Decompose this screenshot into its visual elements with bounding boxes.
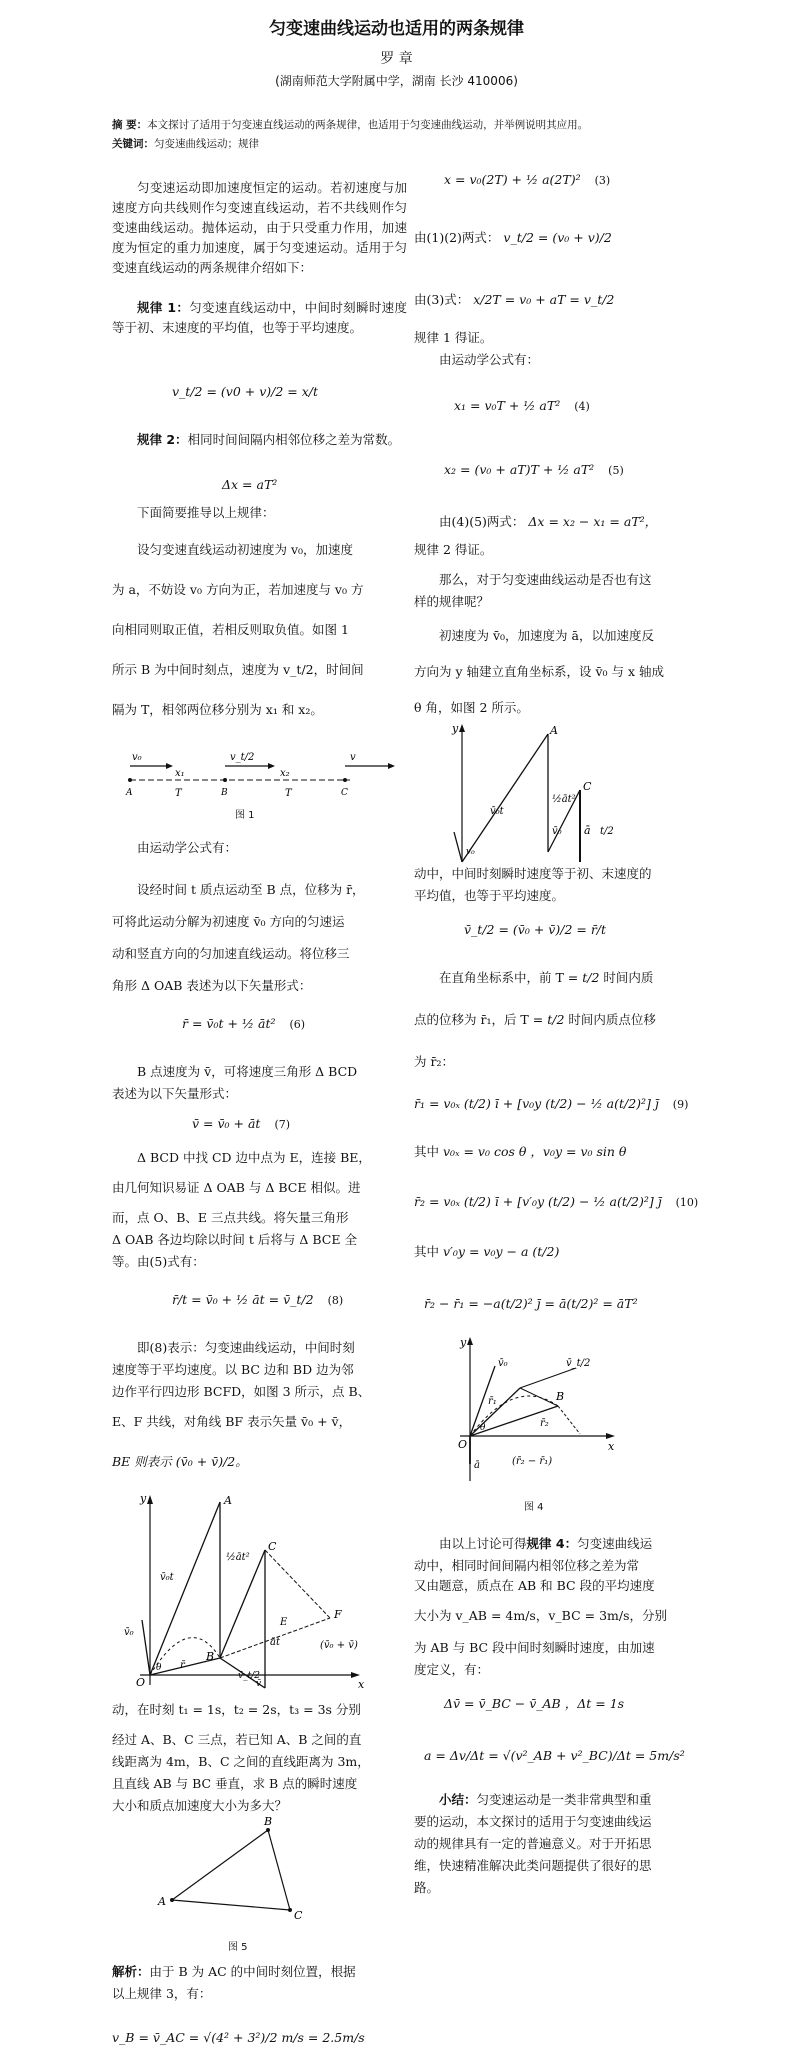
fig3-label-C: C (268, 1540, 277, 1553)
fig2-label-a: ā (584, 824, 591, 837)
fig1-label-vt2: v_t/2 (230, 752, 255, 763)
rule4-line-5: 为 AB 与 BC 段中间时刻瞬时速度，由加速 (414, 1640, 655, 1655)
eq8-line-4: E、F 共线，对角线 BF 表示矢量 v̄₀ + v̄， (112, 1414, 352, 1429)
example-line-2: 经过 A、B、C 三点，若已知 A、B 之间的直 (112, 1732, 362, 1747)
derive-intro: 下面简要推导以上规律： (137, 505, 275, 520)
fig5-label-A: A (158, 1895, 166, 1908)
fig1-label-A: A (126, 788, 133, 798)
example-line-5: 大小和质点加速度大小为多大？ (112, 1798, 288, 1813)
eq3b-formula: x/2T = v₀ + aT = v_t/2 (473, 292, 615, 307)
fig1-label-T2: T (285, 788, 292, 799)
fig1-label-x2: x₂ (280, 768, 290, 779)
fig2-label-v0-small: v₀ (466, 847, 475, 857)
summary-line-4: 维，快速精准解决此类问题提供了很好的思 (414, 1858, 652, 1873)
fig4-label-B: B (556, 1390, 565, 1403)
example-line-1: 动，在时刻 t₁ = 1s，t₂ = 2s，t₃ = 3s 分别 (112, 1702, 361, 1717)
figure-4-caption: 图 4 (524, 1502, 544, 1513)
intro-paragraph: 匀变速运动即加速度恒定的运动。若初速度与加速度方向共线则作匀变速直线运动，若不共线则作匀变速曲线运动。抛体运动，由于只受重力作用，加速度为恒定的重力加速度，属于匀变速运动。适用于匀变速直线运动的两条规律介绍如下： (112, 180, 407, 275)
eq12-line (414, 228, 714, 248)
equation-mid: v̄_t/2 = (v̄₀ + v̄)/2 = r̄/t (464, 922, 607, 937)
fig3-label-A: A (224, 1494, 232, 1507)
be-fraction: (v̄₀ + v̄)/2。 (175, 1454, 248, 1469)
equation-4-number: (4) (574, 400, 590, 413)
figure-2-diagram (440, 722, 660, 864)
be-text: BE 则表示 (112, 1454, 172, 1469)
keywords-text: 匀变速曲线运动；规律 (154, 138, 259, 150)
abstract-label: 摘 要： (112, 119, 148, 131)
fig3-label-x: x (358, 1678, 365, 1690)
abstract-text: 本文探讨了适用于匀变速直线运动的两条规律，也适用于匀变速曲线运动，并举例说明其应用。 (147, 119, 589, 131)
summary-line-3: 动的规律具有一定的普遍意义。对于开拓思 (414, 1836, 652, 1851)
question-line-1: 那么，对于匀变速曲线运动是否也有这 (439, 572, 652, 587)
kinematic-line: 由运动学公式有： (137, 840, 238, 855)
equation-a: a = Δv/Δt = √(v²_AB + v²_BC)/Δt = 5m/s² (424, 1748, 685, 1763)
rule1-proved: 规律 1 得证。 (414, 330, 493, 345)
where-2-formula: v′₀y = v₀y − a (t/2) (443, 1244, 560, 1259)
coord-line-1a: 在直角坐标系中，前 T = (439, 970, 579, 985)
fig3-label-at: āt (270, 1637, 280, 1648)
rule4-line-4: 大小为 v_AB = 4m/s，v_BC = 3m/s，分别 (414, 1608, 667, 1623)
where-1-formula: v₀ₓ = v₀ cos θ ，v₀y = v₀ sin θ (443, 1144, 627, 1159)
where-line-1 (414, 1142, 714, 1162)
fig3-label-v0-plus-v: (v̄₀ + v̄) (320, 1640, 358, 1651)
equation-3-body: x = v₀(2T) + ½ a(2T)² (444, 172, 581, 187)
init-line-3: θ 角，如图 2 所示。 (414, 700, 529, 715)
equation-diff: r̄₂ − r̄₁ = −a(t/2)² j̄ = ā(t/2)² = āT² (424, 1296, 638, 1311)
fig3-label-half-at2: ½āt² (226, 1552, 250, 1563)
fig3-label-r: r̄ (180, 1660, 185, 1671)
fig1-label-v0: v₀ (132, 752, 142, 763)
fig3-label-B: B (206, 1650, 215, 1663)
fig4-label-a: ā (474, 1460, 480, 1471)
rule1-text: 匀变速直线运动中，中间时刻瞬时速度等于初、末速度的平均值，也等于平均速度。 (112, 300, 407, 335)
rule2-proved: 规律 2 得证。 (414, 542, 493, 557)
fig4-label-y: y (460, 1336, 467, 1349)
setup-line-1: 设匀变速直线运动初速度为 v₀，加速度 (137, 542, 354, 557)
be-line (112, 1452, 407, 1472)
summary-text-1: 匀变速运动是一类非常典型和重 (476, 1792, 652, 1807)
equation-4-body: x₁ = v₀T + ½ aT² (454, 398, 561, 413)
fig4-label-r2: r̄₂ (540, 1418, 549, 1429)
equation-5 (444, 460, 624, 481)
fig2-label-A: A (550, 724, 558, 737)
solution-line-2: 以上规律 3，有： (112, 1986, 212, 2001)
equation-10 (414, 1192, 698, 1213)
eq8-line-2: 速度等于平均速度。以 BC 边和 BD 边为邻 (112, 1362, 354, 1377)
fig5-label-B: B (264, 1815, 273, 1828)
coord-line-1b: 时间内质 (603, 970, 654, 985)
figure-5-diagram (150, 1815, 350, 1925)
equation-9-number: (9) (672, 1098, 689, 1111)
rule4-text: 匀变速曲线运 (577, 1536, 653, 1551)
setup-line-4: 所示 B 为中间时刻点，速度为 v_t/2，时间间 (112, 662, 364, 677)
bcd-line-1: Δ BCD 中找 CD 边中点为 E，连接 BE， (137, 1150, 371, 1165)
summary-line-5: 路。 (414, 1880, 440, 1895)
rule4-line-1 (414, 1534, 714, 1554)
fig4-label-theta: θ (480, 1423, 486, 1433)
b-velocity-line-2: 表述为以下矢量形式： (112, 1086, 238, 1101)
mid-line-2: 平均值，也等于平均速度。 (414, 888, 565, 903)
figure-1-caption: 图 1 (235, 810, 255, 821)
equation-9 (414, 1094, 688, 1115)
equation-vb: v_B = v̄_AC = √(4² + 3²)/2 m/s = 2.5m/s (112, 2030, 365, 2045)
equation-7-body: v̄ = v̄₀ + āt (192, 1116, 261, 1131)
fig2-label-y: y (452, 722, 459, 735)
b-velocity-line-1: B 点速度为 v̄，可将速度三角形 Δ BCD (137, 1064, 358, 1079)
affiliation: (湖南师范大学附属中学，湖南 长沙 410006) (275, 74, 518, 88)
eq8-line-3: 边作平行四边形 BCFD，如图 3 所示，点 B、 (112, 1384, 371, 1399)
rule1-label: 规律 1： (137, 300, 190, 315)
equation-10-number: (10) (675, 1196, 699, 1209)
equation-10-body: r̄₂ = v₀ₓ (t/2) ī + [v′₀y (t/2) − ½ a(t/2)²] j̄ (414, 1194, 662, 1209)
summary-label: 小结： (439, 1792, 477, 1807)
kinematic-2: 由运动学公式有： (439, 352, 540, 367)
fig1-label-x1: x₁ (175, 768, 185, 779)
fig2-label-C: C (583, 780, 592, 793)
equation-8-number: (8) (327, 1294, 344, 1307)
coord-line-2: 点的位移为 r̄₁，后 T = t/2 时间内质点位移 (414, 1012, 656, 1027)
fig1-label-C: C (341, 788, 348, 798)
eq45-formula: Δx = x₂ − x₁ = aT²， (528, 514, 658, 529)
init-line-2: 方向为 y 轴建立直角坐标系，设 v̄₀ 与 x 轴成 (414, 664, 665, 679)
fig3-label-E: E (280, 1617, 288, 1628)
equation-7 (192, 1114, 290, 1135)
equation-7-number: (7) (274, 1118, 291, 1131)
fig4-label-r1: r̄₁ (488, 1396, 497, 1407)
init-line-1: 初速度为 v̄₀，加速度为 ā，以加速度反 (439, 628, 654, 643)
figure-1-diagram (120, 740, 410, 820)
coord-line-3: 为 r̄₂： (414, 1054, 454, 1069)
fig4-label-vt2: v̄_t/2 (566, 1358, 591, 1369)
equation-3 (444, 170, 610, 191)
eq12-text: 由(1)(2)两式： (414, 230, 500, 245)
curve-line-2: 可将此运动分解为初速度 v̄₀ 方向的匀速运 (112, 914, 345, 929)
fig3-label-theta: θ (156, 1663, 162, 1673)
where-2-text: 其中 (414, 1244, 440, 1259)
rule4-line-2: 动中，相同时间间隔内相邻位移之差为常 (414, 1558, 640, 1573)
eq45-text: 由(4)(5)两式： (439, 514, 525, 529)
setup-line-5: 隔为 T，相邻两位移分别为 x₁ 和 x₂。 (112, 702, 323, 717)
bcd-line-2: 由几何知识易证 Δ OAB 与 Δ BCE 相似。进 (112, 1180, 361, 1195)
equation-6-number: (6) (289, 1018, 306, 1031)
abstract-block (112, 116, 732, 154)
equation-rule2: Δx = aT² (222, 477, 278, 492)
rule4-line-6: 度定义，有： (414, 1662, 490, 1677)
rule1-paragraph (112, 298, 407, 338)
equation-5-number: (5) (608, 464, 624, 477)
fig2-label-half-at2: ½āt² (552, 794, 576, 805)
fig3-label-v0t: v̄₀t (160, 1572, 174, 1583)
equation-9-body: r̄₁ = v₀ₓ (t/2) ī + [v₀y (t/2) − ½ a(t/2)²] j̄ (414, 1096, 659, 1111)
fig5-label-C: C (294, 1909, 303, 1922)
bcd-line-5: 等。由(5)式有： (112, 1254, 205, 1269)
equation-5-body: x₂ = (v₀ + aT)T + ½ aT² (444, 462, 595, 477)
where-1-text: 其中 (414, 1144, 440, 1159)
equation-6 (182, 1014, 305, 1035)
curve-line-1: 设经时间 t 质点运动至 B 点，位移为 r̄， (137, 882, 365, 897)
equation-8 (172, 1290, 343, 1311)
coord-line-2b: 时间内质点位移 (568, 1012, 656, 1027)
fig3-label-O: O (136, 1676, 146, 1689)
figure-3-diagram (120, 1490, 410, 1690)
eq45-line (414, 512, 714, 532)
rule4-line-3: 又由题意，质点在 AB 和 BC 段的平均速度 (414, 1578, 655, 1593)
fig4-label-v0: v̄₀ (498, 1358, 508, 1369)
coord-line-1: 在直角坐标系中，前 T = t/2 时间内质 (439, 970, 654, 985)
solution-text-1: 由于 B 为 AC 的中间时刻位置，根据 (149, 1964, 356, 1979)
fig3-label-F: F (334, 1608, 342, 1621)
bcd-line-3: 而，点 O、B、E 三点共线。将矢量三角形 (112, 1210, 349, 1225)
question-line-2: 样的规律呢？ (414, 594, 490, 609)
equation-8-body: r̄/t = v̄₀ + ½ āt = v̄_t/2 (172, 1292, 314, 1307)
equation-6-body: r̄ = v̄₀t + ½ āt² (182, 1016, 276, 1031)
fig1-label-T1: T (175, 788, 182, 799)
fig1-label-v: v (350, 752, 356, 763)
figure-5-caption: 图 5 (228, 1942, 248, 1953)
summary-line-2: 要的运动，本文探讨的适用于匀变速曲线运 (414, 1814, 652, 1829)
example-line-4: 且直线 AB 与 BC 垂直，求 B 点的瞬时速度 (112, 1776, 358, 1791)
fig3-label-v0: v̄₀ (124, 1627, 134, 1638)
bcd-line-4: Δ OAB 各边均除以时间 t 后将与 Δ BCE 全 (112, 1232, 357, 1247)
setup-line-3: 向相同则取正值，若相反则取负值。如图 1 (112, 622, 349, 637)
rule2-text: 相同时间间隔内相邻位移之差为常数。 (187, 432, 401, 447)
curve-line-4: 角形 Δ OAB 表述为以下矢量形式： (112, 978, 312, 993)
eq3b-text: 由(3)式： (414, 292, 470, 307)
rule4-intro: 由以上讨论可得 (439, 1536, 527, 1551)
keywords-label: 关键词： (112, 138, 154, 150)
rule4-label: 规律 4： (526, 1536, 578, 1551)
fig2-label-v0t: v̄₀t (490, 806, 504, 817)
author-name: 罗 章 (380, 51, 413, 67)
mid-line-1: 动中，中间时刻瞬时速度等于初、末速度的 (414, 866, 652, 881)
coord-line-2a: 点的位移为 r̄₁，后 T = (414, 1012, 544, 1027)
setup-line-2: 为 a，不妨设 v₀ 方向为正，若加速度与 v₀ 方 (112, 582, 364, 597)
curve-line-3: 动和竖直方向的匀加速直线运动。将位移三 (112, 946, 350, 961)
fig4-label-r2-minus-r1: (r̄₂ − r̄₁) (512, 1456, 553, 1467)
summary-line-1 (414, 1790, 714, 1810)
eq3b-line (414, 290, 714, 310)
where-line-2 (414, 1242, 714, 1262)
fig3-label-v: v̄ (256, 1679, 262, 1689)
fig2-label-t-half: t/2 (600, 826, 614, 837)
rule2-paragraph (112, 430, 407, 450)
fig4-label-x: x (608, 1440, 615, 1453)
equation-rule1: v_t/2 = (v0 + v)/2 = x/t (172, 384, 319, 399)
equation-dv: Δv̄ = v̄_BC − v̄_AB ，Δt = 1s (444, 1696, 625, 1711)
solution-line-1 (112, 1962, 407, 1982)
eq12-formula: v_t/2 = (v₀ + v)/2 (503, 230, 612, 245)
figure-4-diagram (440, 1336, 620, 1486)
fig1-label-B: B (221, 788, 228, 798)
example-line-3: 线距离为 4m，B、C 之间的直线距离为 3m， (112, 1754, 370, 1769)
equation-4 (454, 396, 590, 417)
fig3-label-vt2: v̄_t/2 (238, 1671, 260, 1681)
fig2-label-v0: v̄₀ (552, 826, 562, 837)
equation-3-number: (3) (594, 174, 611, 187)
paper-title: 匀变速曲线运动也适用的两条规律 (269, 19, 524, 39)
fig3-label-y: y (140, 1492, 147, 1505)
solution-label: 解析： (112, 1964, 150, 1979)
fig4-label-O: O (458, 1438, 468, 1451)
eq8-line-1: 即(8)表示：匀变速曲线运动，中间时刻 (137, 1340, 355, 1355)
rule2-label: 规律 2： (137, 432, 188, 447)
